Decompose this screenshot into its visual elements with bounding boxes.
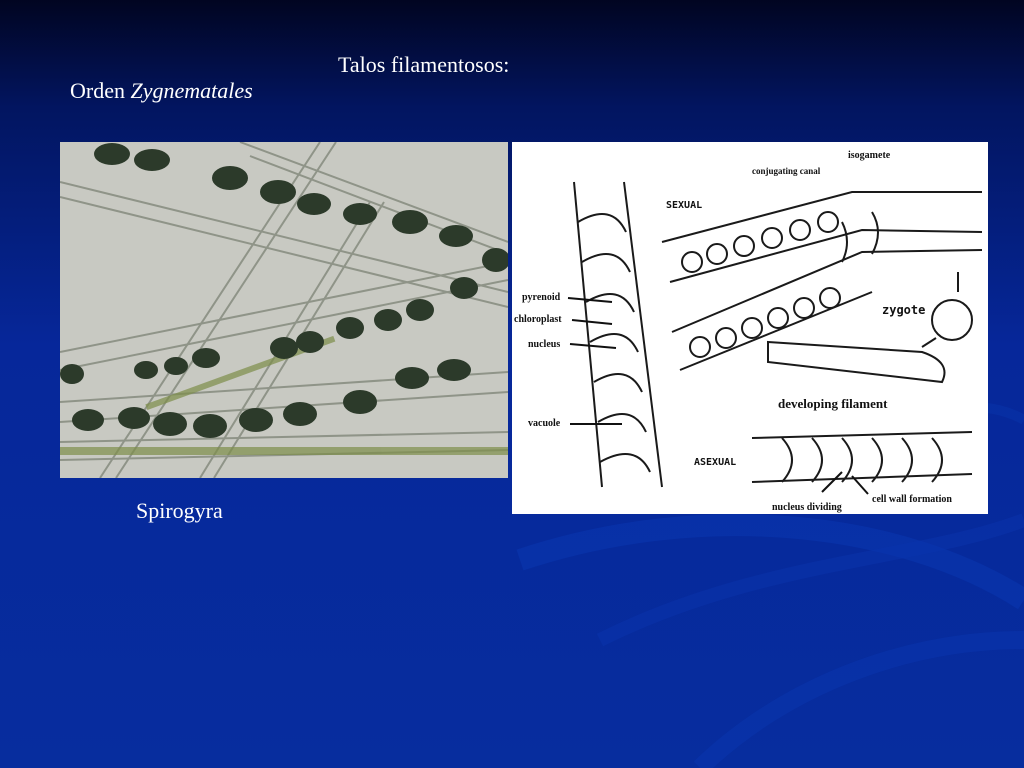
- label-sexual: SEXUAL: [666, 200, 703, 211]
- label-zygote: zygote: [882, 303, 926, 317]
- label-nucleus: nucleus: [528, 339, 561, 350]
- label-developing-filament: developing filament: [778, 396, 888, 411]
- spirogyra-diagram: [512, 142, 988, 514]
- label-pyrenoid: pyrenoid: [522, 292, 561, 303]
- label-cell-wall-formation: cell wall formation: [872, 494, 952, 505]
- label-conjugating-canal: conjugating canal: [752, 166, 821, 176]
- diagram-drawing: [512, 142, 988, 514]
- label-isogamete: isogamete: [848, 150, 891, 161]
- photo-caption: Spirogyra: [136, 498, 223, 523]
- slide-title: Talos filamentosos:: [338, 52, 510, 77]
- micrograph-image: [60, 142, 508, 478]
- order-heading: [70, 78, 253, 104]
- label-chloroplast: chloroplast: [514, 314, 562, 325]
- spirogyra-micrograph: [60, 142, 508, 478]
- label-vacuole: vacuole: [528, 418, 561, 429]
- order-prefix: Orden: [70, 78, 125, 103]
- order-name: Zygnematales: [130, 78, 253, 103]
- label-asexual: ASEXUAL: [694, 457, 737, 468]
- label-nucleus-dividing: nucleus dividing: [772, 502, 842, 513]
